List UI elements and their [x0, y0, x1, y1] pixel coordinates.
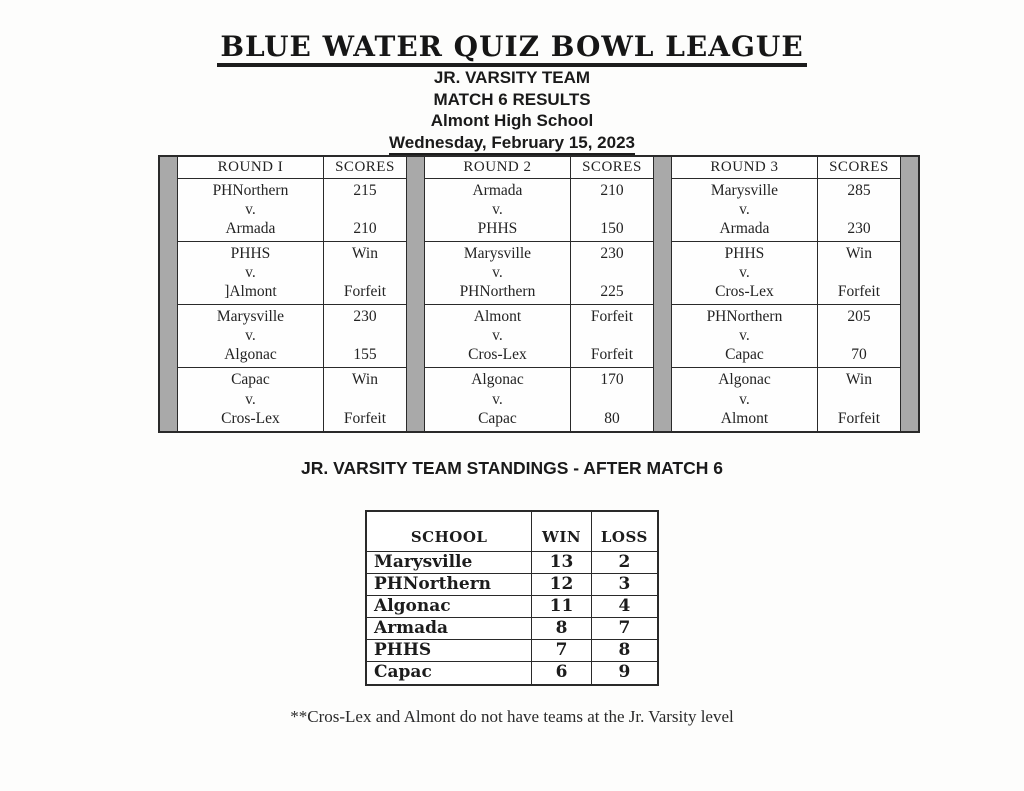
loss-count: 9	[618, 662, 631, 682]
match-scores	[818, 179, 900, 241]
win-count: 6	[532, 662, 591, 684]
match-row	[425, 368, 653, 431]
score-2: Forfeit	[837, 410, 881, 427]
score-1: Win	[351, 245, 378, 262]
subtitle-school: Almont High School	[430, 111, 594, 130]
match-row	[425, 179, 653, 242]
team-1: Algonac	[718, 371, 771, 388]
win-count: 8	[532, 618, 591, 639]
round-3-subtable	[671, 157, 901, 431]
round-3-header: ROUND 3	[672, 157, 818, 178]
score-1: Win	[845, 371, 872, 388]
school-name: PHHS	[367, 640, 532, 661]
match-row	[425, 242, 653, 305]
round-1-subtable	[177, 157, 407, 431]
subtitle-team: JR. VARSITY TEAM	[433, 68, 591, 87]
divider-strip	[901, 157, 918, 431]
match-scores	[571, 305, 653, 367]
team-1: Algonac	[471, 371, 524, 388]
match-row	[672, 368, 900, 431]
vs-label: v.	[739, 264, 750, 281]
vs-label: v.	[739, 327, 750, 344]
scores-header: SCORES	[335, 159, 395, 175]
team-2: Capac	[725, 346, 764, 363]
match-scores	[324, 368, 406, 431]
score-2: 225	[600, 283, 624, 300]
score-1: 215	[353, 182, 377, 199]
team-2: Armada	[719, 220, 770, 237]
score-2: 155	[353, 346, 377, 363]
match-scores	[571, 242, 653, 304]
match-scores	[324, 242, 406, 304]
match-row	[178, 305, 406, 368]
score-1: 205	[847, 308, 871, 325]
team-2: Algonac	[224, 346, 277, 363]
score-2: 210	[353, 220, 377, 237]
match-row	[672, 179, 900, 242]
match-teams	[672, 368, 818, 431]
team-2: Cros-Lex	[715, 283, 774, 300]
column-header-loss: LOSS	[600, 528, 648, 546]
round-2-subtable	[424, 157, 654, 431]
standings-header-row	[367, 512, 657, 552]
school-name: Algonac	[367, 596, 532, 617]
team-2: Armada	[225, 220, 276, 237]
standings-title: JR. VARSITY TEAM STANDINGS - AFTER MATCH 6	[301, 458, 723, 478]
school-name: Armada	[367, 618, 532, 639]
team-1: Marysville	[710, 182, 779, 199]
score-2: 230	[847, 220, 871, 237]
standings-table	[365, 510, 659, 686]
score-2: 150	[600, 220, 624, 237]
match-row	[672, 242, 900, 305]
vs-label: v.	[739, 201, 750, 218]
match-scores	[571, 179, 653, 241]
match-row	[672, 305, 900, 368]
match-teams	[178, 179, 324, 241]
school-name: PHNorthern	[367, 574, 532, 595]
column-header-school: SCHOOL	[367, 512, 532, 551]
match-teams	[672, 179, 818, 241]
vs-label: v.	[245, 201, 256, 218]
results-table	[158, 155, 920, 433]
match-scores	[818, 242, 900, 304]
team-1: PHHS	[724, 245, 765, 262]
match-scores	[571, 368, 653, 431]
loss-count: 2	[618, 552, 631, 572]
match-teams	[178, 242, 324, 304]
match-row	[178, 242, 406, 305]
team-1: Capac	[231, 371, 270, 388]
vs-label: v.	[492, 327, 503, 344]
score-2: Forfeit	[343, 410, 387, 427]
match-teams	[425, 305, 571, 367]
match-teams	[178, 368, 324, 431]
school-name: Marysville	[367, 552, 532, 573]
match-teams	[425, 179, 571, 241]
win-count: 7	[532, 640, 591, 661]
match-teams	[672, 242, 818, 304]
subtitle-date-text: Wednesday, February 15, 2023	[389, 132, 635, 156]
team-1: Marysville	[216, 308, 285, 325]
score-2: Forfeit	[837, 283, 881, 300]
scores-header: SCORES	[829, 159, 889, 175]
score-1: 170	[600, 371, 624, 388]
standings-row	[367, 618, 657, 640]
match-row	[425, 305, 653, 368]
school-name: Capac	[367, 662, 532, 684]
standings-row	[367, 552, 657, 574]
match-teams	[672, 305, 818, 367]
match-row	[178, 368, 406, 431]
score-2: Forfeit	[343, 283, 387, 300]
page-title: BLUE WATER QUIZ BOWL LEAGUE	[217, 32, 806, 67]
divider-strip	[407, 157, 424, 431]
vs-label: v.	[492, 264, 503, 281]
standings-row	[367, 640, 657, 662]
score-1: 230	[600, 245, 624, 262]
round-2-header: ROUND 2	[425, 157, 571, 178]
vs-label: v.	[245, 264, 256, 281]
score-1: Win	[351, 371, 378, 388]
round-1-header: ROUND I	[178, 157, 324, 178]
team-2: Almont	[720, 410, 769, 427]
score-2: 80	[604, 410, 620, 427]
vs-label: v.	[492, 390, 503, 408]
column-header-win: WIN	[532, 512, 591, 551]
match-scores	[324, 305, 406, 367]
match-row	[178, 179, 406, 242]
team-2: PHNorthern	[459, 283, 536, 300]
subtitle-match: MATCH 6 RESULTS	[433, 89, 591, 109]
team-1: PHHS	[230, 245, 271, 262]
divider-strip	[654, 157, 671, 431]
standings-row	[367, 574, 657, 596]
score-1: Win	[845, 245, 872, 262]
standings-row	[367, 596, 657, 618]
vs-label: v.	[492, 201, 503, 218]
match-teams	[425, 242, 571, 304]
round-1-header-row	[178, 157, 406, 179]
subtitle-date	[0, 132, 1024, 156]
win-count: 11	[532, 596, 591, 617]
win-count: 12	[532, 574, 591, 595]
score-1: 285	[847, 182, 871, 199]
vs-label: v.	[245, 390, 256, 408]
score-1: 210	[600, 182, 624, 199]
team-1: PHNorthern	[706, 308, 783, 325]
team-2: Capac	[478, 410, 517, 427]
team-1: Armada	[472, 182, 523, 199]
team-2: Cros-Lex	[221, 410, 280, 427]
scores-header: SCORES	[582, 159, 642, 175]
match-scores	[818, 305, 900, 367]
team-2: ]Almont	[224, 283, 277, 300]
team-2: PHHS	[477, 220, 518, 237]
team-1: PHNorthern	[212, 182, 289, 199]
team-1: Almont	[473, 308, 522, 325]
match-scores	[818, 368, 900, 431]
divider-strip	[160, 157, 177, 431]
round-3-header-row	[672, 157, 900, 179]
round-2-header-row	[425, 157, 653, 179]
vs-label: v.	[245, 327, 256, 344]
win-count: 13	[532, 552, 591, 573]
loss-count: 7	[618, 618, 631, 638]
loss-count: 4	[618, 596, 631, 616]
match-teams	[178, 305, 324, 367]
match-teams	[425, 368, 571, 431]
team-2: Cros-Lex	[468, 346, 527, 363]
score-2: 70	[851, 346, 867, 363]
match-scores	[324, 179, 406, 241]
team-1: Marysville	[463, 245, 532, 262]
standings-row	[367, 662, 657, 684]
vs-label: v.	[739, 390, 750, 408]
document-header	[0, 0, 1024, 155]
footnote: **Cros-Lex and Almont do not have teams at the Jr. Varsity level	[290, 707, 734, 726]
score-1: Forfeit	[590, 308, 634, 325]
loss-count: 3	[618, 574, 631, 594]
score-1: 230	[353, 308, 377, 325]
loss-count: 8	[618, 640, 631, 660]
score-2: Forfeit	[590, 346, 634, 363]
